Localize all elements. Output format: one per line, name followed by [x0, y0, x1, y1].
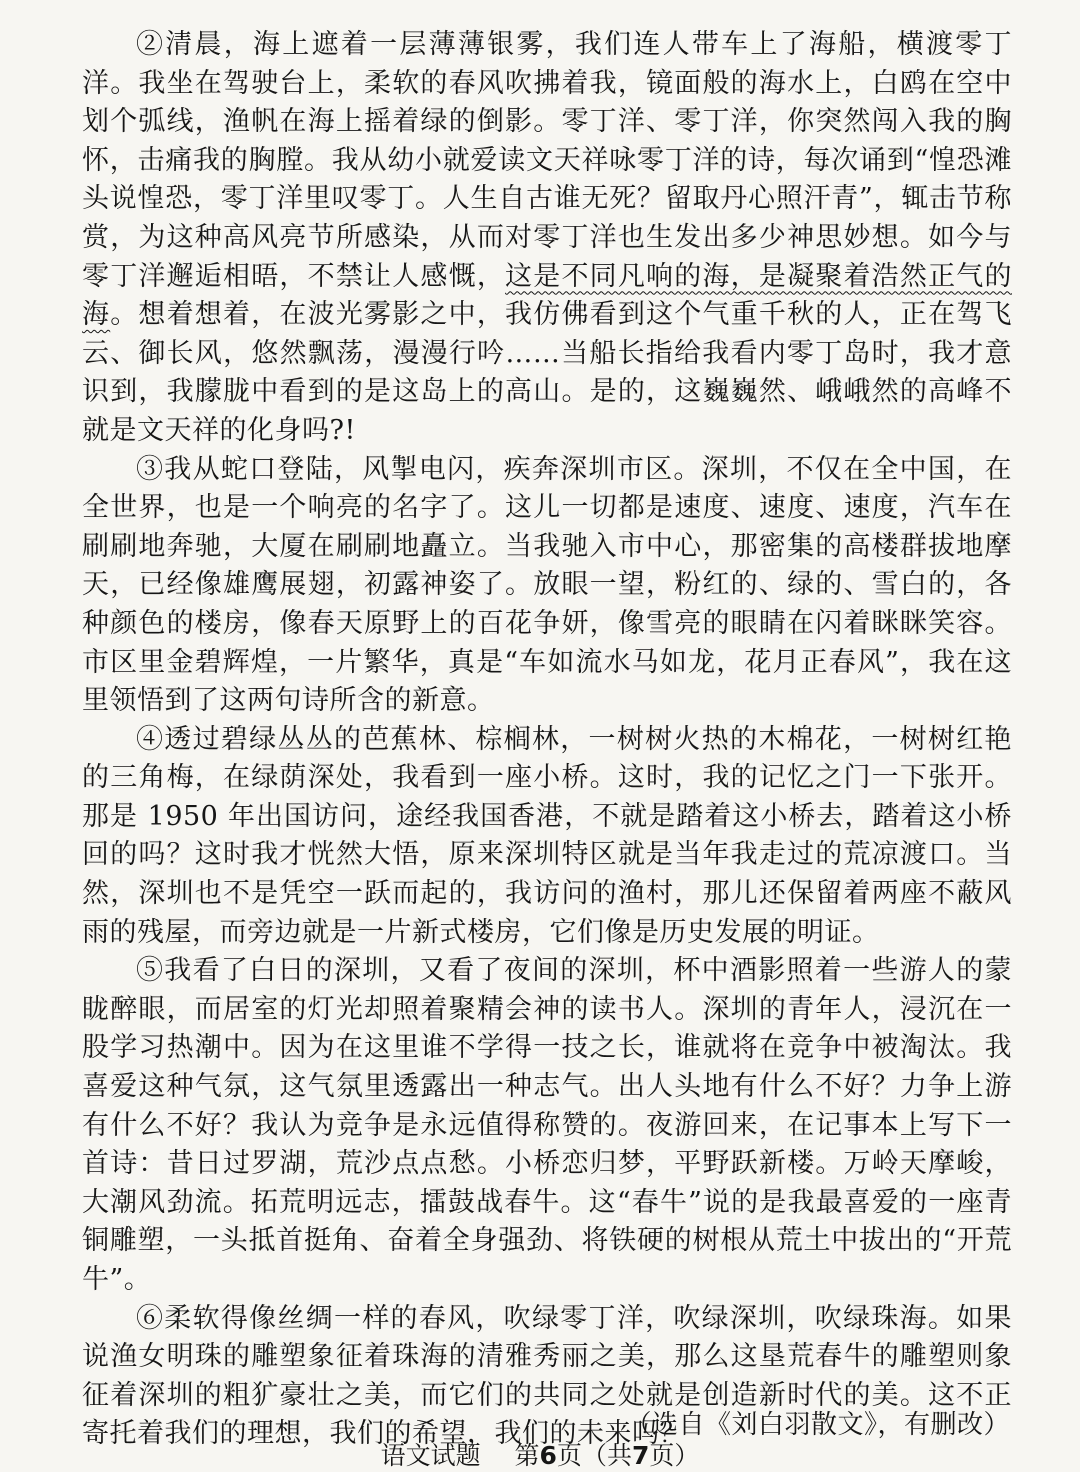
paragraph-2-text-a: ②清晨，海上遮着一层薄薄银雾，我们连人带车上了海船，横渡零丁洋。我坐在驾驶台上，柔软的春风吹拂着我，镜面般的海水上，白鸥在空中划个弧线，渔帆在海上摇着绿的倒影。零丁洋、零丁洋，你突然闯入我的胸怀，击痛我的胸膛。我从幼小就爱读文天祥咏零丁洋的诗，每次诵到“惶恐滩头说惶恐，零丁洋里叹零丁。人生自古谁无死？留取丹心照汗青”，辄击节称赏，为这种高风亮节所感染，从而对零丁洋也生发出多少神思妙想。如今与零丁洋邂逅相晤，不禁让人感慨，: [82, 29, 1012, 292]
footer-page-mid: 页（共: [556, 1441, 632, 1470]
paragraph-2-text-b: 。想着想着，在波光雾影之中，我仿佛看到这个气重千秋的人，正在驾飞云、御长风，悠然飘荡，漫漫行吟……当船长指给我看内零丁岛时，我才意识到，我朦胧中看到的是这岛上的高山。是的，这巍巍然、峨峨然的高峰不就是文天祥的化身吗?!: [82, 299, 1012, 446]
footer-page-suffix: 页）: [649, 1441, 700, 1470]
paragraph-5: ⑤我看了白日的深圳，又看了夜间的深圳，杯中酒影照着一些游人的蒙眬醉眼，而居室的灯光却照着聚精会神的读书人。深圳的青年人，浸沉在一股学习热潮中。因为在这里谁不学得一技之长，谁就将在竞争中被淘汰。我喜爱这种气氛，这气氛里透露出一种志气。出人头地有什么不好？力争上游有什么不好？我认为竞争是永远值得称赞的。夜游回来，在记事本上写下一首诗：昔日过罗湖，荒沙点点愁。小桥恋归梦，平野跃新楼。万岭天摩峻，大潮风劲流。拓荒明远志，擂鼓战春牛。这“春牛”说的是我最喜爱的一座青铜雕塑，一头抵首挺角、奋着全身强劲、将铁硬的树根从荒土中拔出的“开荒牛”。: [82, 955, 1012, 1295]
footer-page-prefix: 第: [514, 1441, 540, 1470]
paragraph-4: ④透过碧绿丛丛的芭蕉林、棕榈林，一树树火热的木棉花，一树树红艳的三角梅，在绿荫深处，我看到一座小桥。这时，我的记忆之门一下张开。那是 1950 年出国访问，途经我国香港，不就是踏着这小桥去，踏着这小桥回的吗？这时我才恍然大悟，原来深圳特区就是当年我走过的荒凉渡口。当然，深圳也不是凭空一跃而起的，我访问的渔村，那儿还保留着两座不蔽风雨的残屋，而旁边就是一片新式楼房，它们像是历史发展的明证。: [82, 723, 1012, 948]
underlined-sentence: 这是不同凡响的海，是凝聚着浩然正气的海: [82, 260, 1012, 331]
paragraph-3: ③我从蛇口登陆，风掣电闪，疾奔深圳市区。深圳，不仅在全中国，在全世界，也是一个响亮的名字了。这儿一切都是速度、速度、速度，汽车在刷刷地奔驰，大厦在刷刷地矗立。当我驰入市中心，那密集的高楼群拔地摩天，已经像雄鹰展翅，初露神姿了。放眼一望，粉红的、绿的、雪白的，各种颜色的楼房，像春天原野上的百花争妍，像雪亮的眼睛在闪着眯眯笑容。市区里金碧辉煌，一片繁华，真是“车如流水马如龙，花月正春风”，我在这里领悟到了这两句诗所含的新意。: [82, 453, 1012, 717]
paragraph-6: ⑥柔软得像丝绸一样的春风，吹绿零丁洋，吹绿深圳，吹绿珠海。如果说渔女明珠的雕塑象征着珠海的清雅秀丽之美，那么这垦荒春牛的雕塑则象征着深圳的粗犷豪壮之美，而它们的共同之处就是创造新时代的美。这不正寄托着我们的理想，我们的希望，我们的未来吗？: [82, 1302, 1012, 1450]
paragraph-2: [82, 26, 1012, 451]
page-footer: [0, 1436, 1080, 1472]
footer-subject: 语文试题: [380, 1441, 481, 1470]
footer-total-pages: 7: [631, 1441, 650, 1470]
article-body: [82, 26, 1012, 1454]
source-citation: （选自《刘白羽散文》，有删改）: [625, 1410, 1010, 1440]
footer-page-number: 6: [539, 1441, 557, 1470]
